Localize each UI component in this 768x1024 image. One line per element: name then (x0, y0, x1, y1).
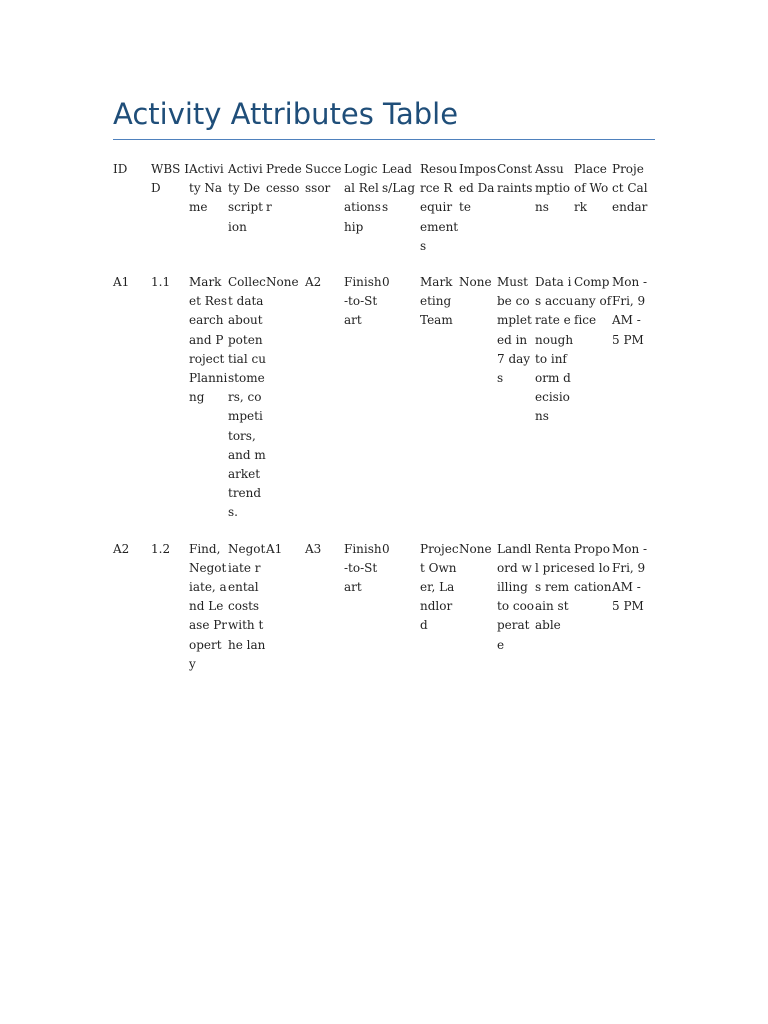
column-header: Leads/Lags (382, 162, 416, 215)
table-cell: A1 (113, 275, 130, 290)
table-cell: None (459, 541, 492, 556)
column-header: Activity Description (228, 162, 263, 234)
column-header: Imposed Date (459, 162, 497, 215)
column-header: Project Calendar (612, 162, 648, 215)
column-header: Resource Requirements (420, 162, 459, 253)
column-header: Successor (305, 162, 342, 196)
table-cell: A1 (266, 541, 283, 556)
column-header: Activity Name (189, 162, 224, 215)
table-cell: Finish-to-Start (344, 541, 382, 595)
table-cell: Finish-to-Start (344, 275, 382, 328)
column-header: Constraints (497, 162, 533, 196)
column-header: Logical Relationship (344, 162, 381, 234)
table-cell: Proposed location (574, 541, 612, 595)
table-cell: Collect data about potential customers, competitors, and market trends. (228, 275, 266, 520)
table-cell: Landlord willing to cooperate (497, 541, 535, 652)
table-cell: Company office (574, 275, 612, 328)
table-row (113, 273, 650, 540)
table-cell: Rental prices remain stable (535, 541, 574, 633)
table-row (113, 540, 650, 674)
activity-attributes-table (113, 160, 650, 674)
table-cell: Mon - Fri, 9 AM - 5 PM (612, 275, 648, 347)
table-cell: Marketing Team (420, 275, 453, 328)
table-cell: Mon - Fri, 9 AM - 5 PM (612, 541, 648, 614)
table-cell: None (266, 275, 299, 290)
table-cell: Must be completed in 7 days (497, 275, 532, 386)
column-header: Predecessor (266, 162, 302, 215)
table-cell: Negotiate rental costs with the lan (228, 541, 266, 652)
table-cell: A2 (305, 275, 322, 290)
table-cell: 0 (382, 541, 390, 556)
column-header: Assumptions (535, 162, 570, 215)
table-cell: A2 (113, 541, 130, 556)
table-cell: A3 (305, 541, 322, 556)
table-cell: Find, Negotiate, and Lease Property (189, 541, 228, 671)
table-cell: None (459, 275, 492, 290)
title-underline (113, 139, 655, 140)
table-cell: 1.2 (151, 541, 171, 556)
column-header: ID (113, 162, 128, 176)
table-cell: 0 (382, 275, 390, 290)
table-header-row (113, 160, 650, 273)
table-cell: Project Owner, Landlord (420, 541, 459, 633)
page-title: Activity Attributes Table (113, 97, 459, 131)
column-header: WBS ID (151, 162, 189, 196)
table-cell: Data is accurate enough to inform decisions (535, 275, 574, 424)
table-cell: Market Research and Project Planning (189, 275, 228, 405)
column-header: Place of Work (574, 162, 609, 215)
table-cell: 1.1 (151, 275, 171, 290)
